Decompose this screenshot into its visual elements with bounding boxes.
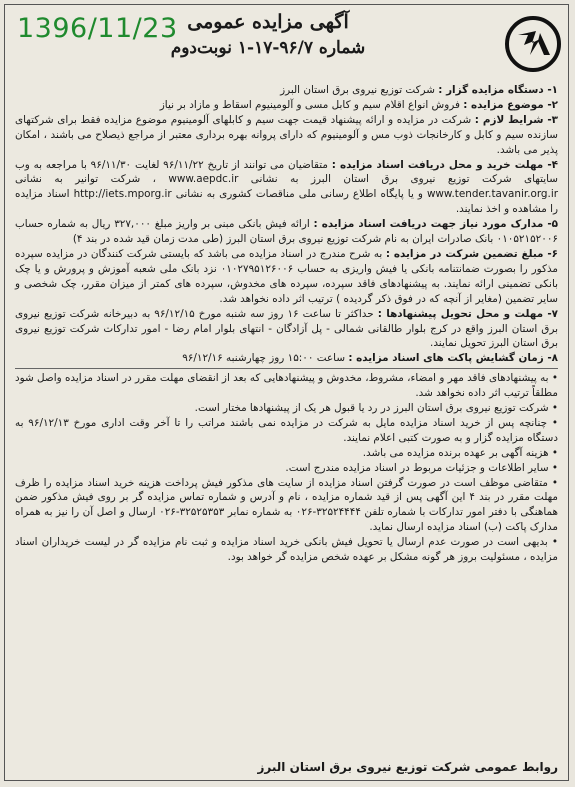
divider: [15, 368, 558, 369]
notice-page: [4, 4, 569, 781]
bullet-3: • چنانچه پس از خرید اسناد مزایده مایل به شرکت در مزایده نمی باشند مراتب را تا آخر وقت اداری مورخ ۹۶/۱۲/۱۳ به دستگاه مزایده گزار و به صورت کتبی اعلام نمایند.: [15, 416, 559, 444]
bullet-4: • هزینه آگهی بر عهده برنده مزایده می باشد.: [362, 446, 558, 459]
notice-title: آگهی مزایده عمومی: [187, 11, 349, 33]
notice-body: [5, 83, 568, 565]
notice-header: [5, 5, 568, 83]
paragraph-2: ۲- موضوع مزایده : فروش انواع اقلام سیم و کابل مسی و آلومینیوم اسقاط و مازاد بر نیاز: [159, 98, 558, 111]
bullet-1: • به پیشنهادهای فاقد مهر و امضاء، مشروط، مخدوش و پیشنهادهایی که بعد از انقضای مهلت مقرر در اسناد مزایده واصل شود مطلقاً ترتیب اثر داده نخواهد شد.: [15, 372, 558, 400]
bullet-2: • شرکت توزیع نیروی برق استان البرز در رد یا قبول هر یک از پیشنهادها مختار است.: [194, 402, 558, 415]
notice-subtitle: شماره ۹۶/۷-۱۷-۱ نوبت‌دوم: [170, 38, 366, 58]
paragraph-5: ۵- مدارک مورد نیاز جهت دریافت اسناد مزایده : ارائه فیش بانکی مبنی بر واریز مبلغ ۳۲۷,۰۰۰ ریال به شماره حساب ۰۱۰۵۲۱۵۲۰۰۶ بانک صادرات ایران به نام شرکت توزیع نیروی برق استان البرز (طی مدت زمان قید شده در بند ۴): [15, 218, 558, 246]
paragraph-4: ۴- مهلت خرید و محل دریافت اسناد مزایده : متقاضیان می توانند از تاریخ ۹۶/۱۱/۲۲ لغایت ۹۶/۱۱/۳۰ با مراجعه به وب سایتهای شرکت توزیع نیروی برق استان البرز به نشانی www.aepdc.ir ، شرکت توانیر به نشانی www.tender.tavanir.org.ir و یا پایگاه اطلاع رسانی ملی مناقصات کشوری به نشانی http://iets.mporg.ir اسناد مزایده را مشاهده و اخذ نمایند.: [15, 158, 558, 216]
date-stamp: 1396/11/23: [17, 13, 178, 44]
bullet-5: • سایر اطلاعات و جزئیات مربوط در اسناد مزایده مندرج است.: [285, 461, 558, 474]
notice-footer: روابط عمومی شرکت توزیع نیروی برق استان البرز: [257, 760, 558, 774]
bullet-7: • بدیهی است در صورت عدم ارسال یا تحویل فیش بانکی خرید اسناد مزایده و ثبت نام مزایده گر در لیست خریداران اسناد مزایده ، مسئولیت بروز هر گونه مشکل بر عهده شخص مزایده گر خواهد بود.: [15, 536, 558, 564]
paragraph-8: ۸- زمان گشایش پاکت های اسناد مزایده : ساعت ۱۵:۰۰ روز چهارشنبه ۹۶/۱۲/۱۶: [182, 352, 558, 365]
paragraph-7: ۷- مهلت و محل تحویل پیشنهادها : حداکثر تا ساعت ۱۶ روز سه شنبه مورخ ۹۶/۱۲/۱۵ به دبیرخانه شرکت توزیع نیروی برق استان البرز واقع در کرج بلوار طالقانی شمالی - پل آزادگان - انتهای بلوار امام رضا - امور تدارکات شرکت توزیع نیروی برق استان البرز تحویل نمایند.: [15, 307, 558, 350]
bullet-6: • متقاضی موظف است در صورت گرفتن اسناد مزایده از سایت های مذکور فیش پرداخت هزینه خرید اسناد مزایده را ظرف مهلت مقرر در بند ۴ این آگهی پس از قید شماره مزایده ، نام و آدرس و شماره تماس مزایده گر بر روی فیش مذکور ضمن هماهنگی با دفتر امور تدارکات با شماره تلفن ۳۲۵۲۴۴۴۴-۰۲۶ به شماره نمابر ۳۲۵۲۵۳۵۳-۰۲۶ ارسال و اصل آن را نیز به همراه مدارک پاکت (ب) اسناد مزایده ارسال نماید.: [15, 476, 559, 534]
power-company-logo-icon: [504, 15, 562, 73]
paragraph-1: ۱- دستگاه مزایده گزار : شرکت توزیع نیروی برق استان البرز: [280, 84, 558, 96]
paragraph-3: ۳- شرایط لازم : شرکت در مزایده و ارائه پیشنهاد قیمت جهت سیم و کابلهای آلومینیوم موضوع مزایده فقط برای شرکتهای سازنده سیم و کابل و کارخانجات ذوب مس و آلومینیوم که دارای پروانه بهره برداری معتبر از مراجع ذیصلاح می باشند ، امکان پذیر می باشد.: [15, 113, 558, 156]
paragraph-6: ۶- مبلغ تضمین شرکت در مزایده : به شرح مندرج در اسناد مزایده می باشد که بایستی شرکت کنندگان در مزایده سپرده مذکور را بصورت ضمانتنامه بانکی یا فیش واریزی به حساب ۰۱۰۲۷۹۵۱۲۶۰۰۶ نزد بانک ملی شعبه آموزش و پرورش و یا چک بانکی تضمینی ارائه نمایند. به پیشنهادهای فاقد سپرده، سپرده های مخدوش، سپرده های کمتر از میزان مقرر، چک شخصی و سایر تضمین (مغایر از آنچه که در فوق ذکر گردیده ) ترتیب اثر داده نخواهد شد.: [15, 247, 558, 305]
